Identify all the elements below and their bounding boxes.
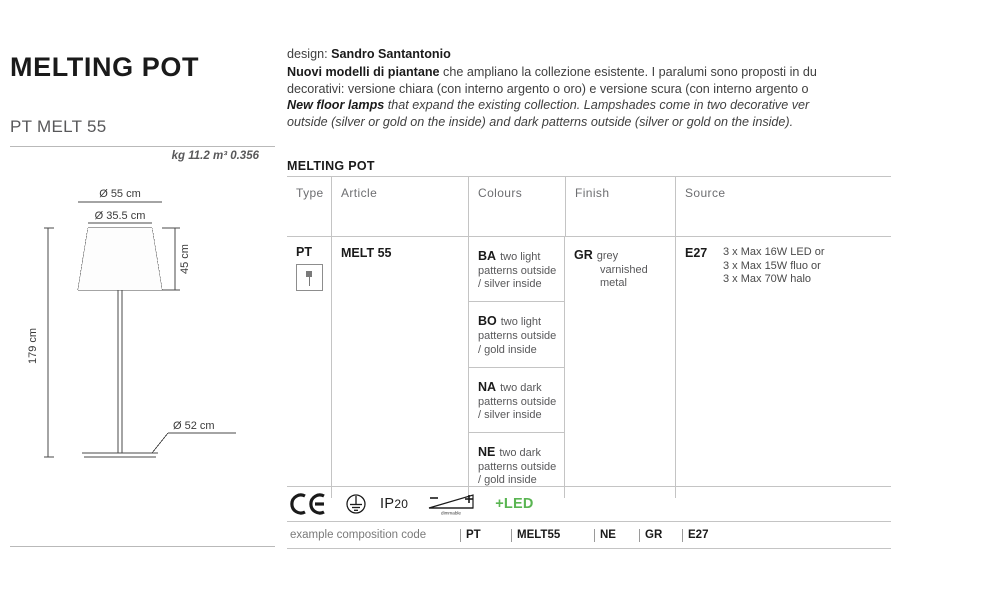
colour-desc-line3: / gold inside bbox=[478, 474, 537, 487]
floor-lamp-icon bbox=[296, 264, 323, 291]
composition-cell-source: E27 bbox=[682, 529, 728, 542]
divider-top bbox=[10, 146, 275, 147]
colour-desc-line2: patterns outside bbox=[478, 330, 557, 343]
product-code: PT MELT 55 bbox=[10, 117, 107, 136]
colour-desc-line3: / gold inside bbox=[478, 343, 537, 356]
composition-cell-article: MELT55 bbox=[511, 529, 589, 542]
ip-rating-label bbox=[380, 496, 408, 512]
column-header-article: Article bbox=[331, 177, 468, 236]
source-line-3: 3 x Max 70W halo bbox=[723, 273, 812, 286]
composition-cell-type: PT bbox=[460, 529, 506, 542]
composition-cell-colour: NE bbox=[594, 529, 634, 542]
design-label: design: bbox=[287, 47, 328, 61]
colour-code: BA bbox=[478, 249, 497, 263]
composition-code-row bbox=[287, 521, 891, 549]
floor-lamp-stem bbox=[309, 277, 310, 286]
column-header-colours: Colours bbox=[468, 177, 565, 236]
colour-desc-line2: patterns outside bbox=[478, 461, 557, 474]
finish-desc-line2: varnished bbox=[600, 264, 648, 276]
colour-desc-line1: two dark bbox=[500, 381, 542, 394]
page-title: MELTING POT bbox=[10, 52, 200, 82]
divider-bottom bbox=[10, 546, 275, 547]
colour-desc-line3: / silver inside bbox=[478, 409, 542, 422]
certification-icon-row bbox=[287, 487, 891, 521]
source-spec-list bbox=[723, 246, 824, 287]
source-code: E27 bbox=[685, 246, 708, 260]
designer-line bbox=[287, 46, 987, 62]
cell-finish bbox=[565, 237, 675, 498]
colour-desc-line1: two dark bbox=[499, 447, 541, 460]
finish-code: GR bbox=[574, 248, 593, 262]
colour-desc-line1: two light bbox=[500, 251, 541, 263]
footer-block bbox=[287, 486, 891, 549]
colour-desc-line3: / silver inside bbox=[478, 278, 542, 291]
column-header-finish: Finish bbox=[565, 177, 675, 236]
led-badge: +LED bbox=[495, 496, 534, 512]
weight-value: kg 11.2 bbox=[171, 150, 210, 162]
ip-number: 20 bbox=[394, 497, 409, 511]
description-en-line2: outside (silver or gold on the inside) and dark patterns outside (silver or gold on the inside). bbox=[287, 114, 794, 129]
colour-variant-item bbox=[468, 237, 565, 301]
lamp-dimension-svg bbox=[27, 178, 275, 478]
finish-desc-line1: grey bbox=[596, 250, 619, 262]
dimension-total-height: 179 cm bbox=[27, 327, 39, 365]
table-caption: MELTING POT bbox=[287, 159, 375, 173]
table-row bbox=[287, 237, 891, 498]
type-code: PT bbox=[296, 245, 312, 259]
dimension-top-inner: Ø 35.5 cm bbox=[94, 210, 146, 222]
dimension-base: Ø 52 cm bbox=[173, 420, 215, 432]
colour-desc-line1: two light bbox=[500, 316, 542, 329]
ip-prefix: IP bbox=[380, 496, 395, 512]
right-panel bbox=[285, 0, 891, 595]
ce-mark-icon bbox=[290, 493, 328, 515]
cell-colours bbox=[468, 237, 565, 498]
dimmable-label: dimmable bbox=[441, 510, 462, 516]
description-it-line2: decorativi: versione chiara (con interno argento o oro) e versione scura (con interno argento o bbox=[287, 81, 809, 96]
colour-desc-line2: patterns outside bbox=[478, 395, 557, 408]
table-header-row bbox=[287, 176, 891, 237]
colour-code: BO bbox=[478, 314, 497, 329]
colour-code: NE bbox=[478, 445, 496, 460]
designer-name: Sandro Santantonio bbox=[331, 47, 451, 61]
protective-earth-icon bbox=[345, 493, 367, 515]
cell-article bbox=[331, 237, 468, 498]
article-code: MELT 55 bbox=[341, 246, 392, 260]
dimmable-icon bbox=[425, 492, 481, 516]
description-en-line1 bbox=[287, 97, 987, 113]
description-it-line1 bbox=[287, 64, 987, 80]
column-header-type: Type bbox=[296, 186, 324, 200]
description-it-rest: che ampliano la collezione esistente. I paralumi sono proposti in du bbox=[439, 65, 817, 80]
specification-table bbox=[287, 176, 891, 498]
colour-variant-list bbox=[468, 237, 565, 498]
technical-drawing bbox=[27, 178, 275, 478]
composition-label: example composition code bbox=[290, 529, 427, 541]
column-header-source: Source bbox=[675, 177, 891, 236]
source-line-1: 3 x Max 16W LED or bbox=[723, 246, 825, 258]
description-en-rest: that expand the existing collection. Lampshades come in two decorative ver bbox=[384, 98, 810, 113]
cell-type bbox=[287, 237, 331, 498]
colour-variant-item bbox=[468, 301, 565, 366]
dimension-shade-height: 45 cm bbox=[179, 244, 191, 274]
left-panel bbox=[0, 0, 275, 595]
description-en-bold: New floor lamps bbox=[287, 98, 385, 113]
volume-value: m³ 0.356 bbox=[212, 150, 259, 162]
source-line-2: 3 x Max 15W fluo or bbox=[723, 259, 821, 272]
description-block bbox=[287, 46, 987, 130]
colour-code: NA bbox=[478, 379, 497, 394]
dimension-top-outer: Ø 55 cm bbox=[99, 188, 141, 200]
composition-cell-finish: GR bbox=[639, 529, 677, 542]
finish-desc-line3: metal bbox=[600, 277, 627, 290]
colour-desc-line2: patterns outside bbox=[478, 265, 557, 277]
description-it-bold: Nuovi modelli di piantane bbox=[287, 65, 440, 80]
weight-volume-label bbox=[172, 150, 259, 162]
colour-variant-item bbox=[468, 367, 565, 432]
cell-source bbox=[675, 237, 891, 498]
